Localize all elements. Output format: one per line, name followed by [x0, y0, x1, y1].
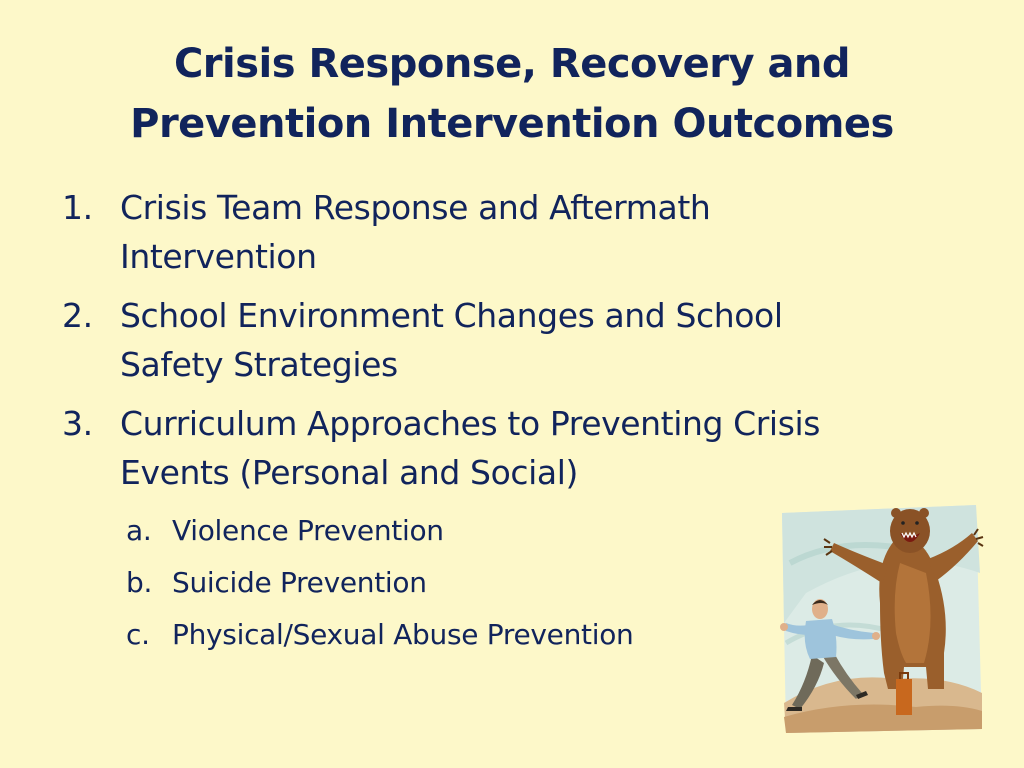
list-item — [62, 183, 942, 281]
list-item — [62, 399, 942, 497]
title-line-1: Crisis Response, Recovery and — [173, 41, 851, 87]
list-item-text: Curriculum Approaches to Preventing Crisis — [120, 404, 821, 443]
list-item-text: Safety Strategies — [120, 345, 398, 384]
man-confronting-bear-clipart — [776, 503, 984, 735]
sublist-item-letter: a. — [126, 514, 152, 547]
list-item-number: 1. — [62, 188, 93, 227]
sublist-item — [126, 557, 766, 609]
sublist-item — [126, 505, 766, 557]
sublist-item — [126, 609, 766, 661]
sublist-item-letter: c. — [126, 618, 150, 651]
list-item-text: School Environment Changes and School — [120, 296, 783, 335]
sublist-item-letter: b. — [126, 566, 153, 599]
list-item-number: 2. — [62, 296, 93, 335]
sublist-item-text: Physical/Sexual Abuse Prevention — [172, 618, 634, 651]
numbered-list — [62, 183, 942, 507]
slide-title — [40, 34, 984, 154]
list-item-text: Intervention — [120, 237, 317, 276]
sublist-item-text: Suicide Prevention — [172, 566, 427, 599]
title-line-2: Prevention Intervention Outcomes — [130, 101, 894, 147]
lettered-sublist — [126, 505, 766, 661]
sublist-item-text: Violence Prevention — [172, 514, 444, 547]
list-item — [62, 291, 942, 389]
list-item-text: Events (Personal and Social) — [120, 453, 578, 492]
list-item-number: 3. — [62, 404, 93, 443]
list-item-text: Crisis Team Response and Aftermath — [120, 188, 711, 227]
